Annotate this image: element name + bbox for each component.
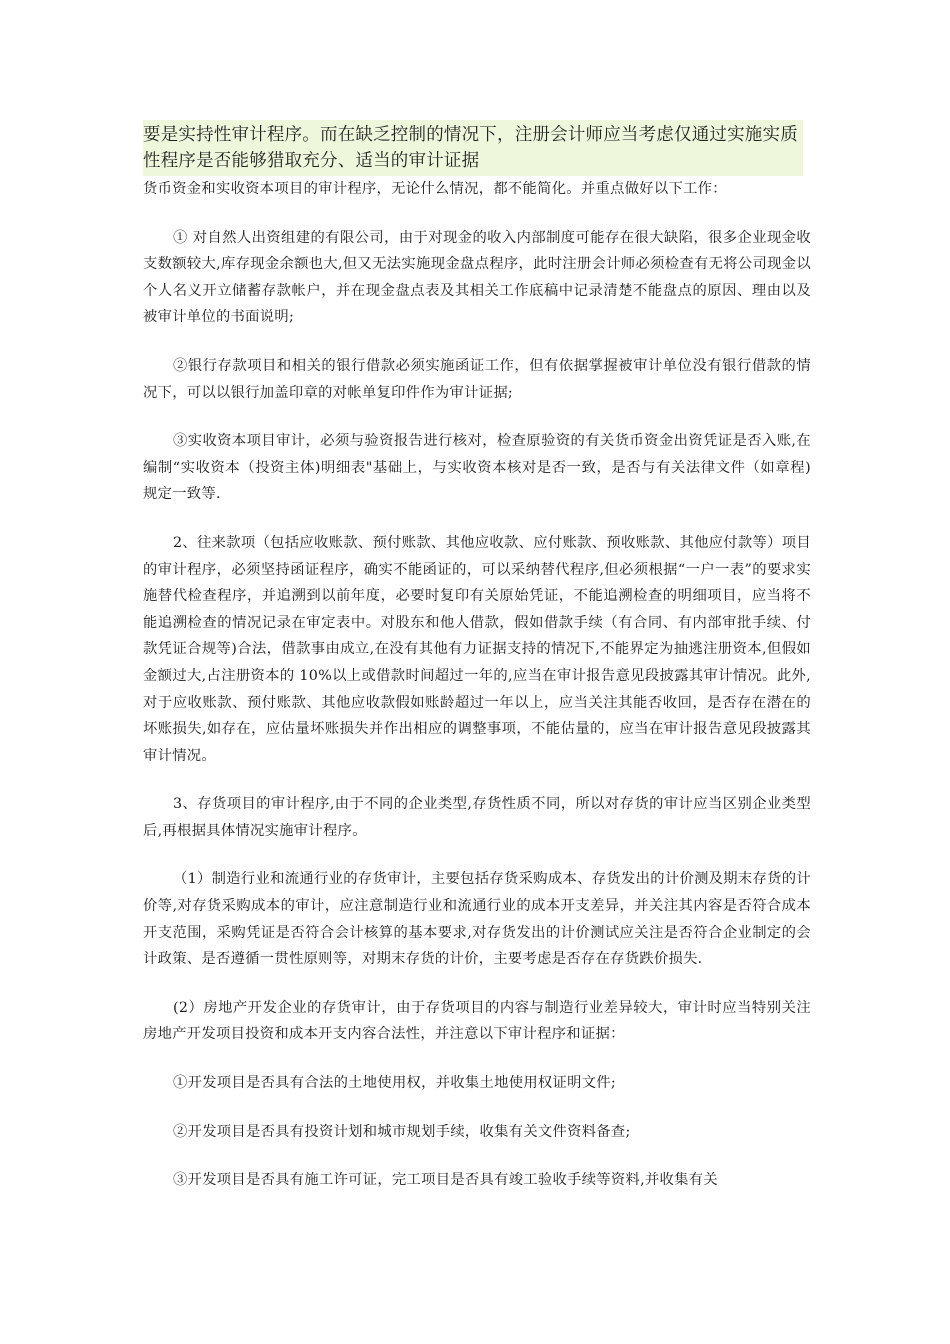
paragraph-inventory-intro: 3、存货项目的审计程序,由于不同的企业类型,存货性质不同，所以对存货的审计应当区别企业类型后,再根据具体情况实施审计程序。 bbox=[143, 796, 811, 839]
document-page bbox=[143, 120, 811, 1194]
paragraph-receivables-payables: 2、往来款项（包括应收账款、预付账款、其他应收款、应付账款、预收账款、其他应付款等）项目的审计程序，必须坚持函证程序，确实不能函证的，可以采纳替代程序,但必须根据“一户一表”的要求实施替代检查程序，并追溯到以前年度，必要时复印有关原始凭证，不能追溯检查的明细项目，应当将不能追溯检查的情况记录在审定表中。对股东和他人借款，假如借款手续（有合同、有内部审批手续、付款凭证合规等)合法，借款事由成立,在没有其他有力证据支持的情况下,不能界定为抽逃注册资本,但假如金额过大,占注册资本的 10%以上或借款时间超过一年的,应当在审计报告意见段披露其审计情况。此外,对于应收账款、预付账款、其他应收款假如账龄超过一年以上，应当关注其能否收回，是否存在潜在的坏账损失,如存在，应估量坏账损失并作出相应的调整事项，不能估量的，应当在审计报告意见段披露其审计情况。 bbox=[143, 534, 811, 764]
paragraph-bank-deposit-item: ②银行存款项目和相关的银行借款必须实施函证工作，但有依据掌握被审计单位没有银行借款的情况下，可以以银行加盖印章的对帐单复印件作为审计证据; bbox=[143, 357, 811, 401]
paragraph-paid-in-capital-item: ③实收资本项目审计，必须与验资报告进行核对，检查原验资的有关货币资金出资凭证是否入账,在编制“实收资本（投资主体)明细表"基础上，与实收资本核对是否一致，是否与有关法律文件（如章程)规定一致等. bbox=[143, 433, 811, 503]
paragraph-monetary-funds-intro: 货币资金和实收资本项目的审计程序，无论什么情况，都不能简化。并重点做好以下工作： bbox=[143, 181, 727, 197]
paragraph-land-use-right: ①开发项目是否具有合法的土地使用权，并收集土地使用权证明文件; bbox=[173, 1075, 617, 1092]
paragraph-manufacturing-inventory: （1）制造行业和流通行业的存货审计，主要包括存货采购成本、存货发出的计价测及期末存货的计价等,对存货采购成本的审计，应注意制造行业和流通行业的成本开支差异，并关注其内容是否符合成本开支范围，采购凭证是否符合会计核算的基本要求,对存货发出的计价测试应关注是否符合企业制定的会计政策、是否遵循一贯性原则等，对期末存货的计价，主要考虑是否存在存货跌价损失. bbox=[143, 871, 811, 968]
paragraph-investment-plan: ②开发项目是否具有投资计划和城市规划手续，收集有关文件资料备查; bbox=[173, 1123, 631, 1140]
paragraph-construction-permit: ③开发项目是否具有施工许可证，完工项目是否具有竣工验收手续等资料,并收集有关 bbox=[173, 1172, 718, 1189]
paragraph-cash-item: ① 对自然人出资组建的有限公司，由于对现金的收入内部制度可能存在很大缺陷，很多企业现金收支数额较大,库存现金余额也大,但又无法实施现金盘点程序，此时注册会计师必须检查有无将公司现金以个人名义开立储蓄存款帐户，并在现金盘点表及其相关工作底稿中记录清楚不能盘点的原因、理由以及被审计单位的书面说明; bbox=[143, 229, 811, 326]
highlighted-text: 要是实持性审计程序。而在缺乏控制的情况下，注册会计师应当考虑仅通过实施实质性程序是否能够猎取充分、适当的审计证据 bbox=[143, 120, 803, 176]
paragraph-real-estate-inventory: (2）房地产开发企业的存货审计，由于存货项目的内容与制造行业差异较大，审计时应当特别关注房地产开发项目投资和成本开支内容合法性，并注意以下审计程序和证据： bbox=[143, 999, 811, 1043]
